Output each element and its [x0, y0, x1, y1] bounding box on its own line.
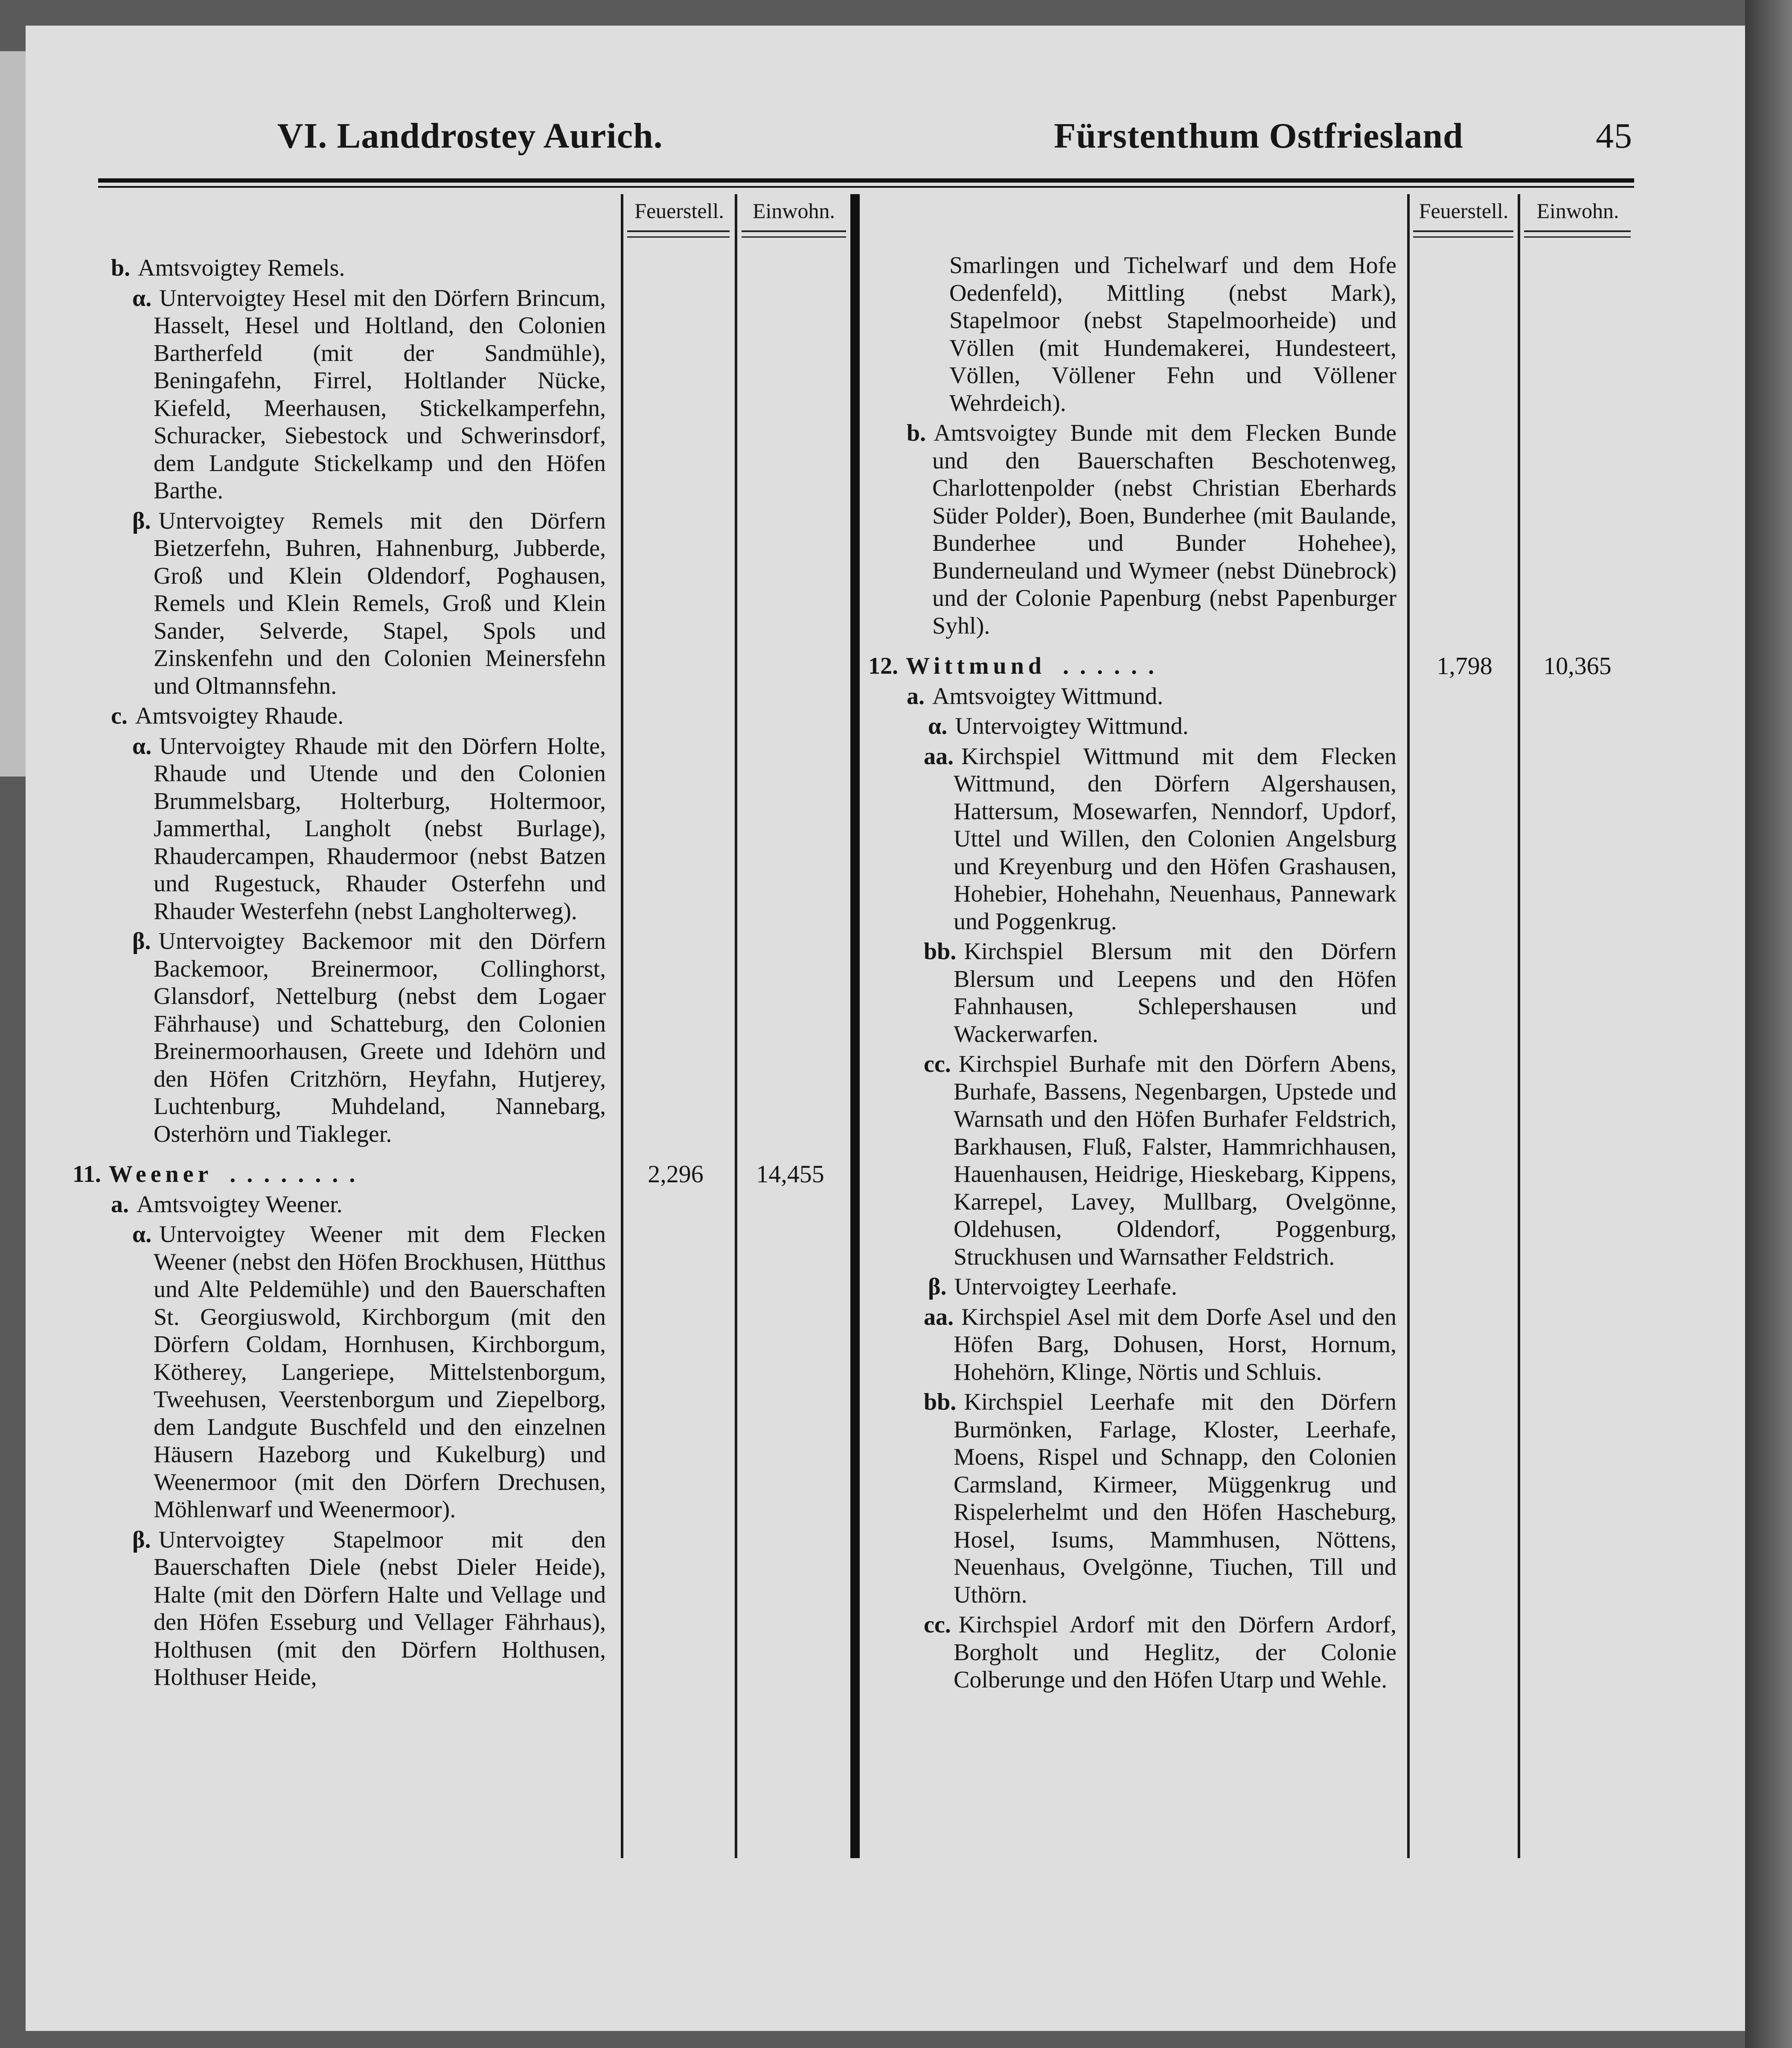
entry-text — [73, 507, 606, 700]
entry-row — [868, 1609, 1635, 1694]
center-divider — [850, 194, 860, 1858]
entry-row — [73, 252, 848, 282]
entry-body: Untervoigtey Rhaude mit den Dörfern Holte, Rhaude und Utende und den Colonien Brummelsbarg, Holterburg, Holtermoor, Jammerthal, Langholt (nebst Burlage), Rhaudercampen, Rhaudermoor (nebst Batzen und Rugestuck, Rhauder Osterfehn und Rhauder Westerfehn (nebst Langholterweg). — [154, 733, 606, 925]
entry-row — [73, 1524, 848, 1691]
right-column — [868, 252, 1635, 1694]
column-header-feuerstellen: Feuerstell. — [1419, 199, 1509, 223]
entry-label: β. — [132, 1526, 151, 1553]
einwohner-value: 14,455 — [756, 1160, 824, 1188]
entry-text — [868, 1303, 1396, 1386]
entry-body: Untervoigtey Hesel mit den Dörfern Brincum, Hasselt, Hesel und Holtland, den Colonien Bartherfeld (mit der Sandmühle), Beningafehn, Firrel, Holtlander Nücke, Kiefeld, Meerhausen, Stickelkamperfehn, Schuracker, Siebestock und Schwerinsdorf, dem Landgute Stickelkamp und den Höfen Barthe. — [154, 285, 606, 504]
entry-text — [868, 683, 1396, 710]
entry-text — [868, 1388, 1396, 1609]
header-underline — [1413, 230, 1513, 238]
header-underline — [627, 230, 730, 238]
header-rule-thin — [98, 186, 1634, 188]
entry-text — [73, 928, 606, 1148]
entry-row — [73, 700, 848, 730]
entry-label: bb. — [924, 938, 957, 965]
district-name: Weener — [108, 1161, 213, 1187]
entry-label: 12. — [868, 653, 898, 679]
entry-label: a. — [111, 1191, 129, 1218]
entry-text — [868, 252, 1396, 417]
page-number: 45 — [1596, 116, 1632, 156]
entry-label: bb. — [924, 1389, 957, 1415]
einwohner-value: 10,365 — [1543, 652, 1612, 680]
entry-label: β. — [132, 928, 151, 954]
left-column — [73, 252, 848, 1691]
header-underline — [1524, 230, 1631, 238]
entry-body: Amtsvoigtey Bunde mit dem Flecken Bunde und den Bauerschaften Beschotenweg, Charlottenpolder (nebst Christian Eberhards Süder Polder), Boen, Bunderhee (mit Baulande, Bunderhee und Bunder Hohehee), Bunderneuland und Wymeer (nebst Dünebrock) und der Colonie Papenburg (nebst Papenburger Syhl). — [932, 420, 1396, 639]
entry-text — [73, 285, 606, 505]
entry-text — [73, 254, 606, 282]
header-underline — [742, 230, 846, 238]
entry-row — [868, 710, 1635, 740]
entry-row — [868, 1301, 1635, 1386]
entry-label: a. — [907, 683, 925, 710]
district-name: Wittmund — [906, 653, 1046, 679]
entry-body: Kirchspiel Leerhafe mit den Dörfern Burmönken, Farlage, Kloster, Leerhafe, Moens, Rispel und Schnapp, den Colonien Carmsland, Kirmeer, Müggenkrug und Rispelerhelmt und den Höfen Hascheburg, Hosel, Isums, Mammhusen, Nöttens, Neuenhaus, Ovelgönne, Tiuchen, Till und Uthörn. — [954, 1389, 1396, 1608]
entry-body: Kirchspiel Asel mit dem Dorfe Asel und den Höfen Barg, Dohusen, Horst, Hornum, Hohehörn, Klinge, Nörtis und Schluis. — [954, 1303, 1396, 1385]
entry-label: α. — [132, 1221, 152, 1248]
entry-body: Kirchspiel Burhafe mit den Dörfern Abens, Burhafe, Bassens, Negenbargen, Upstede und Warnsath und den Höfen Burhafer Feldstrich, Barkhausen, Fluß, Falster, Hammrichhausen, Hauenhausen, Heidrige, Hieskebarg, Kippens, Karrepel, Lavey, Mullbarg, Ovelgönne, Oldehusen, Oldendorf, Poggenburg, Struckhusen und Warnsather Feldstrich. — [954, 1051, 1396, 1270]
entry-label: α. — [928, 713, 948, 739]
entry-row — [868, 1048, 1635, 1271]
entry-label: b. — [907, 420, 926, 446]
entry-row — [868, 1386, 1635, 1609]
entry-label: aa. — [924, 743, 954, 770]
column-header-feuerstellen: Feuerstell. — [634, 199, 724, 223]
leader-dots: ...... — [1062, 653, 1165, 679]
entry-text — [868, 743, 1396, 936]
entry-body: Smarlingen und Tichelwarf und dem Hofe Oedenfeld), Mittling (nebst Mark), Stapelmoor (nebst Stapelmoorheide) und Völlen (mit Hundemakerei, Hundesteert, Völlen, Völlener Fehn und Völlener Wehrdeich). — [949, 252, 1396, 416]
entry-body: Kirchspiel Ardorf mit den Dörfern Ardorf, Borgholt und Heglitz, der Colonie Colberunge und den Höfen Utarp und Wehle. — [954, 1612, 1396, 1693]
entry-label: β. — [928, 1274, 947, 1300]
entry-text — [868, 1050, 1396, 1271]
entry-text — [868, 1611, 1396, 1694]
entry-label: α. — [132, 733, 152, 759]
entry-label: b. — [111, 255, 131, 281]
adjacent-page-edge — [0, 51, 27, 777]
entry-text — [73, 1191, 606, 1219]
entry-text — [868, 938, 1396, 1048]
entry-body: Untervoigtey Leerhafe. — [954, 1274, 1177, 1300]
entry-text — [868, 713, 1396, 740]
district-row — [868, 640, 1635, 680]
feuerstellen-value: 1,798 — [1437, 652, 1492, 680]
entry-body: Amtsvoigtey Wittmund. — [932, 683, 1164, 710]
entry-text — [868, 1273, 1396, 1301]
entry-row — [868, 680, 1635, 710]
entry-row — [868, 935, 1635, 1048]
entry-label: aa. — [924, 1303, 954, 1330]
running-head-left: VI. Landdrostey Aurich. — [277, 116, 663, 156]
entry-label: c. — [111, 703, 128, 729]
entry-row — [73, 1218, 848, 1524]
column-header-einwohner: Einwohn. — [752, 199, 835, 223]
entry-label: cc. — [924, 1612, 951, 1638]
entry-label: cc. — [924, 1051, 951, 1077]
entry-label: α. — [132, 285, 152, 311]
entry-body: Amtsvoigtey Remels. — [138, 255, 345, 281]
entry-row — [868, 740, 1635, 936]
entry-row — [868, 252, 1635, 417]
entry-text — [73, 733, 606, 925]
entry-row — [868, 1271, 1635, 1301]
leader-dots: ........ — [230, 1161, 367, 1187]
entry-row — [73, 925, 848, 1148]
entry-body: Untervoigtey Weener mit dem Flecken Weener (nebst den Höfen Brockhusen, Hütthus und Alte Peldemühle) und den Bauerschaften St. Georgiuswold, Kirchborgum (mit den Dörfern Coldam, Hornhusen, Kirchborgum, Kötherey, Langeriepe, Mittelstenborgum, Tweehusen, Veerstenborgum und Ziepelborg, dem Landgute Buschfeld und den einzelnen Häusern Hazeborg und Kukelburg) und Weenermoor (mit den Dörfern Drechusen, Möhlenwarf und Weenermoor). — [154, 1221, 606, 1523]
entry-body: Untervoigtey Stapelmoor mit den Bauerschaften Diele (nebst Dieler Heide), Halte (mit den Dörfern Halte und Vellage und den Höfen Esseburg und Vellager Fährhaus), Holthusen (mit den Dörfern Holthusen, Holthuser Heide, — [154, 1526, 606, 1690]
entry-row — [73, 282, 848, 505]
entry-row — [73, 505, 848, 700]
feuerstellen-value: 2,296 — [648, 1160, 704, 1188]
entry-body: Kirchspiel Wittmund mit dem Flecken Wittmund, den Dörfern Algershausen, Hattersum, Mosewarfen, Nenndorf, Updorf, Uttel und Willen, den Colonien Angelsburg und Kreyenburg und den Höfen Grashausen, Hohebier, Hohehahn, Neuenhaus, Pannewark und Poggenkrug. — [954, 743, 1396, 935]
entry-body: Kirchspiel Blersum mit den Dörfern Blersum und Leepens und den Höfen Fahnhausen, Schlepershausen und Wackerwarfen. — [954, 938, 1396, 1047]
entry-text — [73, 1221, 606, 1524]
entry-text — [73, 1526, 606, 1691]
entry-body: Untervoigtey Wittmund. — [955, 713, 1189, 739]
entry-text — [73, 1161, 606, 1188]
entry-text — [868, 419, 1396, 640]
entry-label: 11. — [73, 1161, 101, 1187]
entry-body: Untervoigtey Backemoor mit den Dörfern Backemoor, Breinermoor, Collinghorst, Glansdorf, Nettelburg (nebst dem Logaer Fährhause) und Schatteburg, den Colonien Breinermoorhausen, Greete und Idehörn und den Höfen Critzhörn, Heyfahn, Hutjerey, Luchtenburg, Muhdeland, Nannebarg, Osterhörn und Tiakleger. — [154, 928, 606, 1147]
entry-label: β. — [132, 507, 151, 534]
district-row — [73, 1148, 848, 1188]
running-head-right: Fürstenthum Ostfriesland — [1054, 116, 1463, 156]
entry-text — [73, 702, 606, 730]
book-edge — [1745, 0, 1792, 2048]
entry-row — [868, 417, 1635, 640]
entry-text — [868, 652, 1396, 680]
entry-body: Untervoigtey Remels mit den Dörfern Bietzerfehn, Buhren, Hahnenburg, Jubberde, Groß und Klein Oldendorf, Poghausen, Remels und Klein Remels, Groß und Klein Sander, Selverde, Stapel, Spols und Zinskenfehn und den Colonien Meinersfehn und Oltmannsfehn. — [154, 507, 606, 699]
column-header-einwohner: Einwohn. — [1536, 199, 1619, 223]
entry-row — [73, 730, 848, 925]
header-rule-thick — [98, 178, 1634, 183]
entry-body: Amtsvoigtey Rhaude. — [135, 703, 344, 729]
entry-body: Amtsvoigtey Weener. — [137, 1191, 343, 1218]
entry-row — [73, 1188, 848, 1219]
